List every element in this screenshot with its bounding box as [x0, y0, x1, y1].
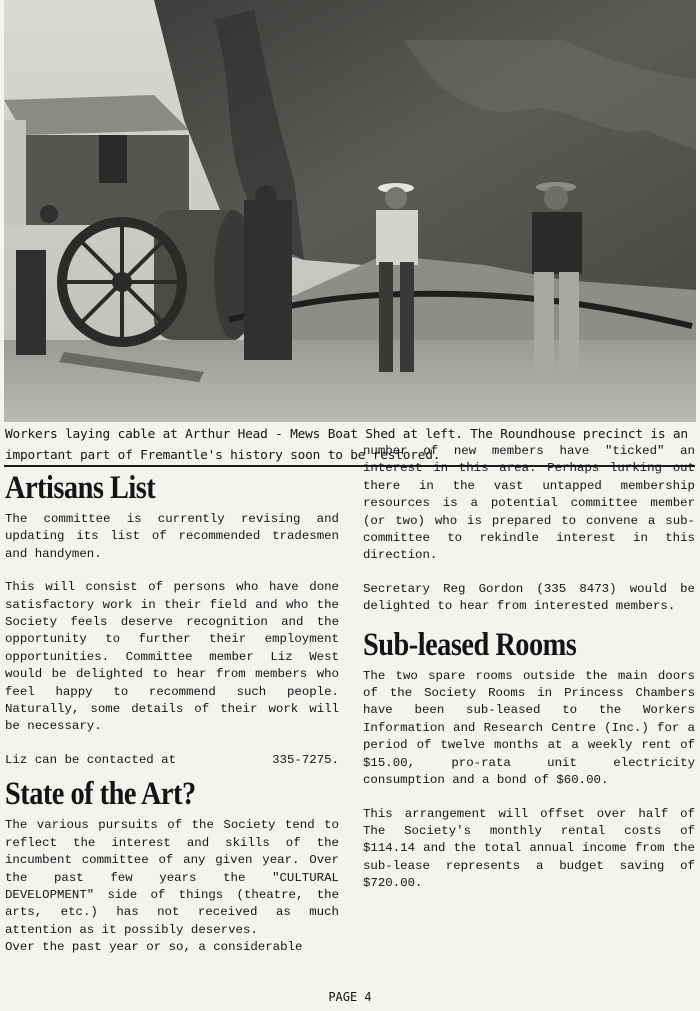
- historical-photo: [4, 0, 696, 422]
- artisans-heading: Artisans List: [5, 470, 156, 506]
- page-number: PAGE 4: [328, 990, 372, 1004]
- state-of-art-paragraph-2-cont: number of new members have "ticked" an interest in this area. Perhaps lurking out there in the vast untapped membership resources is a potential committee member (or two) who is prepared to convene a sub-committee to rekindle interest in this direction.: [363, 444, 695, 563]
- state-of-art-paragraph-3: Secretary Reg Gordon (335 8473) would be delighted to hear from interested members.: [363, 581, 695, 614]
- artisans-contact: [5, 752, 339, 769]
- photo-caption: Workers laying cable at Arthur Head - Mews Boat Shed at left. The Roundhouse precinct is an important part of Fremantle's history soon to be restored.: [5, 427, 688, 463]
- artisans-paragraph-1: The committee is currently revising and updating its list of recommended tradesmen and handymen.: [5, 512, 339, 561]
- subleased-paragraph-2: This arrangement will offset over half of The Society's monthly rental costs of $114.14 and the total annual income from the sub-lease represents a budget saving of $720.00.: [363, 806, 695, 891]
- state-of-art-paragraph-2-start: Over the past year or so, a considerable: [5, 940, 303, 955]
- left-column: [5, 469, 339, 957]
- artisans-paragraph-2: This will consist of persons who have done satisfactory work in their field and who the Society feels deserve recognition and the opportunity to further their employment opportunities. Committee member Liz West would be delighted to hear from members who feel happy to recommend such people. Naturally, some details of their work will be necessary.: [5, 580, 339, 734]
- right-column: [363, 443, 695, 893]
- state-of-art-paragraph-1: The various pursuits of the Society tend to reflect the interest and skills of the incumbent committee of any given year. Over the past few years the "CULTURAL DEVELOPMENT" side of things (theatre, the arts, etc.) has not received as much attention as it possibly deserves.: [5, 818, 339, 937]
- subleased-heading: Sub-leased Rooms: [363, 626, 577, 663]
- contact-phone: 335-7275.: [272, 752, 339, 767]
- contact-text: Liz can be contacted at: [5, 752, 177, 767]
- subleased-paragraph-1: The two spare rooms outside the main doors of the Society Rooms in Princess Chambers have been sub-leased to the Workers Information and Research Centre (Inc.) for a period of twelve months at a weekly rent of $15.00, pro-rata unit electricity consumption and a bond of $60.00.: [363, 668, 695, 788]
- state-of-art-heading: State of the Art?: [5, 776, 196, 813]
